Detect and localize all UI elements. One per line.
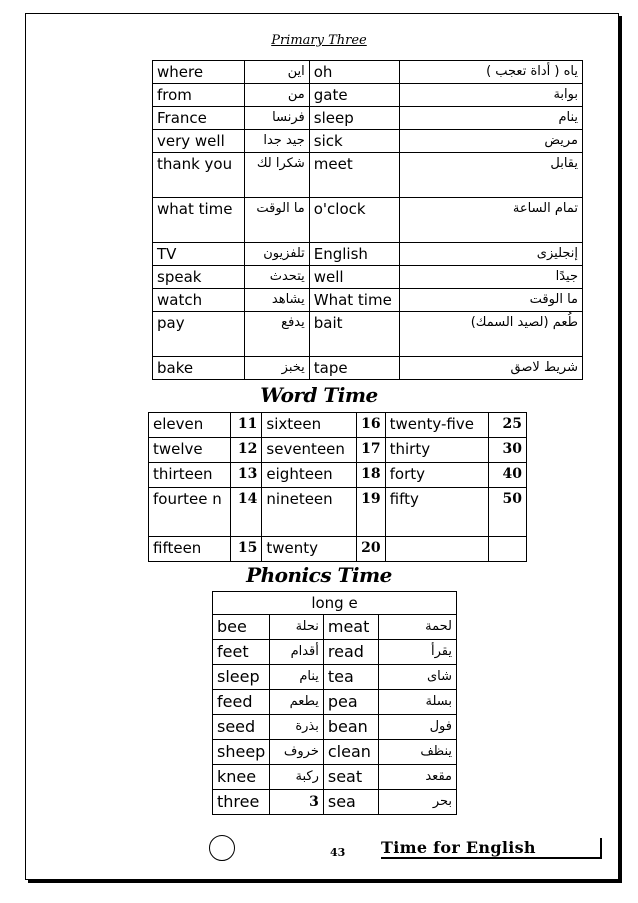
number-word: fourtee n [149, 488, 231, 537]
table-row [149, 488, 527, 537]
number-word: eleven [149, 413, 231, 438]
arabic-translation: بسلة [378, 690, 456, 715]
table-row [213, 790, 457, 815]
number-value: 12 [230, 438, 262, 463]
arabic-translation: ما الوقت [244, 198, 309, 243]
brand-text: Time for English [381, 838, 536, 857]
english-word: pay [153, 312, 245, 357]
numbers-table [148, 412, 527, 562]
english-word: where [153, 61, 245, 84]
english-word: sleep [309, 107, 399, 130]
phonics-word: sleep [213, 665, 270, 690]
phonics-word: pea [323, 690, 378, 715]
number-word: twelve [149, 438, 231, 463]
arabic-translation: يقابل [399, 153, 582, 198]
table-row [213, 615, 457, 640]
arabic-translation: شريط لاصق [399, 357, 582, 380]
number-word: sixteen [262, 413, 357, 438]
phonics-word: meat [323, 615, 378, 640]
english-word: o'clock [309, 198, 399, 243]
number-word: eighteen [262, 463, 357, 488]
number-value: 16 [357, 413, 385, 438]
arabic-translation: يشاهد [244, 289, 309, 312]
brand-bar [600, 838, 602, 859]
table-row [149, 413, 527, 438]
arabic-translation: ياه ( أداة تعجب ) [399, 61, 582, 84]
phonics-word: knee [213, 765, 270, 790]
english-word: meet [309, 153, 399, 198]
english-word: thank you [153, 153, 245, 198]
arabic-translation: تلفزيون [244, 243, 309, 266]
number-word: twenty [262, 537, 357, 562]
english-word: well [309, 266, 399, 289]
number-value: 11 [230, 413, 262, 438]
phonics-word: seed [213, 715, 270, 740]
phonics-table [212, 591, 457, 815]
table-row [213, 740, 457, 765]
arabic-translation: جيدًا [399, 266, 582, 289]
arabic-translation: لحمة [378, 615, 456, 640]
phonics-word: sea [323, 790, 378, 815]
phonics-word: feet [213, 640, 270, 665]
number-word: thirteen [149, 463, 231, 488]
phonics-word: tea [323, 665, 378, 690]
number-word: seventeen [262, 438, 357, 463]
number-value: 17 [357, 438, 385, 463]
number-value: 15 [230, 537, 262, 562]
number-word [385, 537, 489, 562]
number-value [489, 537, 527, 562]
english-word: bake [153, 357, 245, 380]
table-row [153, 198, 583, 243]
arabic-translation: فرنسا [244, 107, 309, 130]
arabic-translation: جيد جدا [244, 130, 309, 153]
vocabulary-table [152, 60, 583, 380]
arabic-translation: يطعم [270, 690, 324, 715]
arabic-translation: بذرة [270, 715, 324, 740]
english-word: watch [153, 289, 245, 312]
number-value: 19 [357, 488, 385, 537]
arabic-translation: أقدام [270, 640, 324, 665]
arabic-translation: بوابة [399, 84, 582, 107]
table-row [153, 130, 583, 153]
number-value: 20 [357, 537, 385, 562]
number-word: thirty [385, 438, 489, 463]
arabic-translation: ركبة [270, 765, 324, 790]
table-row [153, 84, 583, 107]
number-value: 50 [489, 488, 527, 537]
page-header-title: Primary Three [271, 33, 367, 48]
arabic-translation: طُعم (لصيد السمك) [399, 312, 582, 357]
number-value: 25 [489, 413, 527, 438]
page-number: 43 [330, 846, 346, 859]
arabic-translation: نحلة [270, 615, 324, 640]
arabic-translation: يخبز [244, 357, 309, 380]
english-word: gate [309, 84, 399, 107]
english-word: France [153, 107, 245, 130]
arabic-translation: ينام [270, 665, 324, 690]
english-word: speak [153, 266, 245, 289]
phonics-word: three [213, 790, 270, 815]
arabic-translation: اين [244, 61, 309, 84]
english-word: from [153, 84, 245, 107]
arabic-translation: شاى [378, 665, 456, 690]
phonics-word: seat [323, 765, 378, 790]
phonics-word: bean [323, 715, 378, 740]
english-word: What time [309, 289, 399, 312]
table-row [153, 357, 583, 380]
table-row [213, 665, 457, 690]
table-row [213, 765, 457, 790]
arabic-translation: تمام الساعة [399, 198, 582, 243]
table-row [153, 243, 583, 266]
table-row [153, 266, 583, 289]
table-row [149, 463, 527, 488]
table-row [213, 715, 457, 740]
word-time-title: Word Time [260, 383, 378, 407]
arabic-translation: بحر [378, 790, 456, 815]
phonics-word: read [323, 640, 378, 665]
table-row [153, 107, 583, 130]
arabic-translation: مريض [399, 130, 582, 153]
brand-underline [381, 857, 600, 859]
arabic-translation: إنجليزى [399, 243, 582, 266]
circle-mark [209, 835, 235, 861]
number-value: 40 [489, 463, 527, 488]
english-word: sick [309, 130, 399, 153]
english-word: bait [309, 312, 399, 357]
phonics-word: bee [213, 615, 270, 640]
phonics-time-title: Phonics Time [246, 563, 392, 587]
number-word: nineteen [262, 488, 357, 537]
english-word: very well [153, 130, 245, 153]
phonics-word: sheep [213, 740, 270, 765]
frame-shadow [28, 880, 622, 883]
table-row [149, 537, 527, 562]
arabic-translation: يدفع [244, 312, 309, 357]
number-word: fifty [385, 488, 489, 537]
frame-shadow [619, 16, 622, 883]
table-row [213, 690, 457, 715]
arabic-translation: يتحدث [244, 266, 309, 289]
arabic-translation: 3 [270, 790, 324, 815]
phonics-word: feed [213, 690, 270, 715]
number-value: 13 [230, 463, 262, 488]
phonics-word: clean [323, 740, 378, 765]
english-word: TV [153, 243, 245, 266]
number-word: forty [385, 463, 489, 488]
arabic-translation: شكرا لك [244, 153, 309, 198]
arabic-translation: خروف [270, 740, 324, 765]
arabic-translation: من [244, 84, 309, 107]
arabic-translation: يقرأ [378, 640, 456, 665]
table-row [149, 438, 527, 463]
arabic-translation: ينظف [378, 740, 456, 765]
english-word: tape [309, 357, 399, 380]
english-word: English [309, 243, 399, 266]
english-word: oh [309, 61, 399, 84]
arabic-translation: ما الوقت [399, 289, 582, 312]
number-word: twenty-five [385, 413, 489, 438]
number-value: 14 [230, 488, 262, 537]
english-word: what time [153, 198, 245, 243]
table-row [153, 61, 583, 84]
number-word: fifteen [149, 537, 231, 562]
arabic-translation: مقعد [378, 765, 456, 790]
arabic-translation: ينام [399, 107, 582, 130]
number-value: 18 [357, 463, 385, 488]
table-row [153, 312, 583, 357]
arabic-translation: فول [378, 715, 456, 740]
phonics-header: long e [213, 592, 457, 615]
table-row [153, 153, 583, 198]
table-row [153, 289, 583, 312]
table-row [213, 640, 457, 665]
number-value: 30 [489, 438, 527, 463]
